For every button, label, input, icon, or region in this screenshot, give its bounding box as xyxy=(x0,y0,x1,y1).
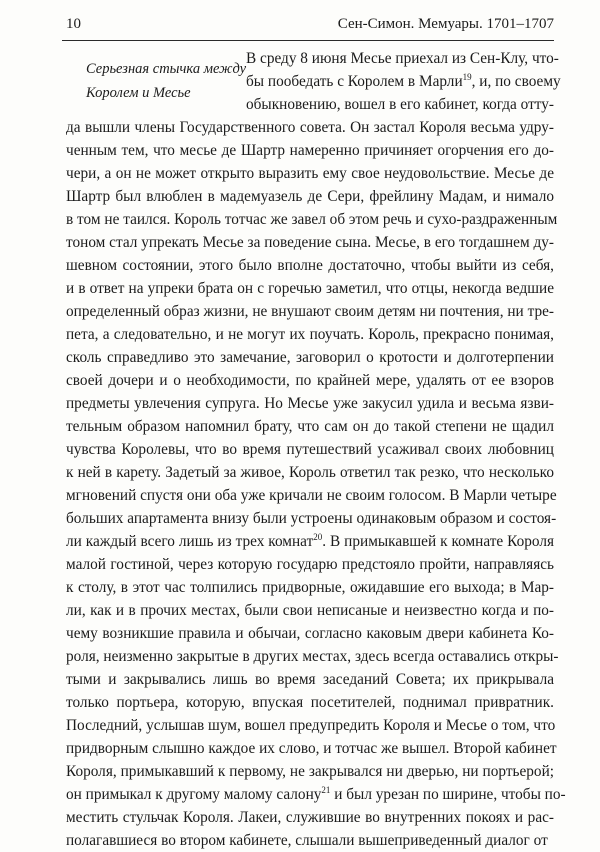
text-line-continuation: и был урезан по ширине, чтобы по- xyxy=(330,786,566,803)
text-line-content: ченным тем, что месье де Шартр намеренно причиняет огорчения его до- xyxy=(66,142,554,159)
text-line-content: ли каждый всего лишь из трех комнат xyxy=(66,533,314,550)
footnote-ref[interactable]: 20 xyxy=(313,531,323,542)
text-line-content: пета, а следовательно, и не могут их поучать. Король, прекрасно понимая, xyxy=(66,326,554,343)
text-line xyxy=(66,829,554,852)
text-line xyxy=(66,461,554,484)
text-line xyxy=(66,369,554,392)
text-line-content: малой гостиной, через которую государю предстояло пройти, направляясь xyxy=(66,556,554,573)
text-line xyxy=(66,93,554,116)
text-line xyxy=(66,714,554,737)
text-line-content: в том не таился. Король тотчас же завел об этом речь и сухо-раздраженным xyxy=(66,211,558,228)
text-line-content: к столу, в этот час толпились придворные, ожидавшие его выхода; в Мар- xyxy=(66,579,554,596)
text-line xyxy=(66,162,554,185)
text-line xyxy=(66,254,554,277)
text-line xyxy=(66,438,554,461)
text-line-continuation: , и, по своему xyxy=(471,73,561,90)
text-line-content: предметы увлечения супруга. Но Месье уже закусил удила и весьма язви- xyxy=(66,395,554,412)
header-divider xyxy=(62,40,554,41)
text-line-content: роля, неизменно закрытые в других местах, здесь всегда оставались откры- xyxy=(66,648,559,665)
text-line-content: В среду 8 июня Месье приехал из Сен-Клу, что- xyxy=(246,50,559,67)
margin-note-line: Серьезная стычка между xyxy=(86,61,247,77)
text-line-content: чему возникшие правила и обычаи, согласно каковым двери кабинета Ко- xyxy=(66,625,554,642)
text-line xyxy=(66,415,554,438)
text-line xyxy=(66,530,554,553)
text-line-content: к ней в карету. Задетый за живое, Король ответил так резко, что несколько xyxy=(66,464,554,481)
text-line xyxy=(66,599,554,622)
text-line xyxy=(66,70,561,93)
text-line-content: чери, а он не может открыто выразить ему свое неудовольствие. Месье де xyxy=(66,165,554,182)
body-text xyxy=(66,47,566,852)
text-line xyxy=(66,507,557,530)
text-line xyxy=(66,622,554,645)
running-title: Сен-Симон. Мемуары. 1701–1707 xyxy=(337,16,554,32)
text-line-content: он примыкал к другому малому салону xyxy=(66,786,322,803)
text-line xyxy=(66,783,566,806)
text-line xyxy=(66,116,554,139)
text-line-content: Последний, услышав шум, вошел предупредить Короля и Месье о том, что xyxy=(66,717,556,734)
text-line-content: больших апартамента внизу были устроены одинаковым образом и состоя- xyxy=(66,510,557,527)
text-line xyxy=(66,484,557,507)
text-line-content: придворным слышно каждое их слово, и тотчас же вышел. Второй кабинет xyxy=(66,740,557,757)
text-line-content: чувства Королевы, что во время путешествий усаживал своих любовниц xyxy=(66,441,554,458)
text-line xyxy=(66,392,554,415)
text-line-content: мгновений спустя они оба уже кричали не своим голосом. В Марли четыре xyxy=(66,487,557,504)
text-line xyxy=(66,300,554,323)
text-line-content: ли, как и в прочих местах, были свои неписаные и неизвестно когда и по- xyxy=(66,602,554,619)
text-line-content: Короля, примыкавший к первому, не закрывался ни дверью, ни портьерой; xyxy=(66,763,554,780)
text-line xyxy=(66,185,554,208)
text-line xyxy=(66,346,554,369)
text-line xyxy=(66,576,554,599)
margin-note-line: Королем и Месье xyxy=(86,85,191,101)
text-line-content: определенный образ жизни, не внушают своим детям ни почтения, ни тре- xyxy=(66,303,554,320)
text-line-continuation: . В примыкавшей к комнате Короля xyxy=(322,533,554,550)
text-line-content: и в ответ на упреки брата он с горечью заметил, что отцы, некогда ведшие xyxy=(66,280,554,297)
text-line xyxy=(66,737,557,760)
text-line-content: сколь справедливо это замечание, заговорил о кротости и долготерпении xyxy=(66,349,554,366)
text-line xyxy=(66,139,554,162)
text-line-content: бы пообедать с Королем в Марли xyxy=(246,73,463,90)
footnote-ref[interactable]: 19 xyxy=(462,71,472,82)
text-line xyxy=(66,553,554,576)
text-line xyxy=(66,323,554,346)
text-line-content: тоном стал упрекать Месье за поведение сына. Месье, в его тогдашнем ду- xyxy=(66,234,554,251)
text-line-content: обыкновению, вошел в его кабинет, когда отту- xyxy=(246,96,555,113)
text-line-content: своей дочери и о необходимости, по крайней мере, удалять от ее взоров xyxy=(66,372,554,389)
running-header xyxy=(66,11,554,37)
text-line xyxy=(66,645,559,668)
text-line-content: только портьера, которую, впуская посетителей, поднимал привратник. xyxy=(66,694,554,711)
text-line xyxy=(66,691,554,714)
text-line xyxy=(66,231,554,254)
text-line-content: полагавшиеся во втором кабинете, слышали вышеприведенный диалог от xyxy=(66,832,548,849)
text-line xyxy=(66,760,554,783)
text-line-content: Шартр был влюблен в мадемуазель де Сери, фрейлину Мадам, и нимало xyxy=(66,188,554,205)
text-line xyxy=(66,277,554,300)
text-line xyxy=(66,47,559,70)
text-line xyxy=(66,668,554,691)
text-line-content: да вышли члены Государственного совета. Он застал Короля весьма удру- xyxy=(66,119,554,136)
text-line-content: шевном состоянии, этого было вполне достаточно, чтобы выйти из себя, xyxy=(66,257,554,274)
text-line-content: тельным образом напомнил брату, что сам он до такой степени не щадил xyxy=(66,418,554,435)
text-line-content: местить стульчак Короля. Лакеи, служившие во внутренних покоях и рас- xyxy=(66,809,554,826)
text-line xyxy=(66,806,554,829)
footnote-ref[interactable]: 21 xyxy=(321,784,331,795)
text-line xyxy=(66,208,558,231)
page-number: 10 xyxy=(66,16,81,32)
text-line-content: тыми и закрывались лишь во время заседаний Совета; их прикрывала xyxy=(66,671,554,688)
